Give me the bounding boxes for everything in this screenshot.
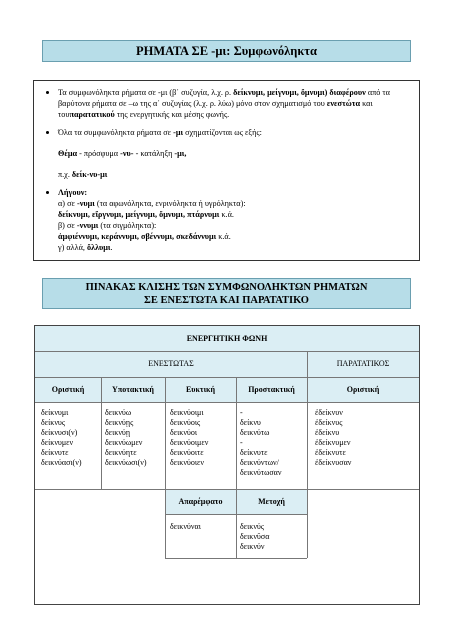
- form: δεικνύοιτε: [170, 448, 204, 457]
- divider: [35, 351, 419, 352]
- text: π.χ.: [58, 170, 70, 179]
- form: δεικνύασι(ν): [41, 458, 82, 467]
- form: δείκνυ: [240, 418, 261, 427]
- text-bold: -μι: [173, 128, 184, 137]
- text-bold: Λήγουν:: [58, 188, 88, 197]
- form: δεικνύητε: [105, 448, 137, 457]
- form: ἐδείκνυ: [315, 428, 340, 437]
- intro-list: [42, 87, 411, 253]
- divider: [35, 489, 165, 490]
- form: ἐδείκνυτε: [315, 448, 346, 457]
- col-header-imperfect-indicative: Οριστική: [307, 377, 419, 402]
- col-header-indicative: Οριστική: [35, 377, 101, 402]
- form: δεικνύτω: [240, 428, 270, 437]
- divider: [35, 402, 419, 403]
- form: -: [240, 408, 243, 417]
- text-bold: -μι,: [174, 149, 187, 158]
- text-bold: Θέμα: [58, 149, 78, 158]
- text: (τα σιγμόληκτα):: [100, 221, 157, 230]
- optative-forms: [170, 408, 208, 468]
- intro-bullet-2: [58, 127, 411, 180]
- text: - κατάληξη: [135, 149, 173, 158]
- page-title: ΡΗΜΑΤΑ ΣΕ -μι: Συμφωνόληκτα: [42, 40, 411, 62]
- imperfect-forms: [315, 408, 351, 468]
- intro-bullet-3: [58, 187, 411, 253]
- col-header-imperative: Προστακτική: [236, 377, 307, 402]
- text-bold: -νυμι: [76, 199, 95, 208]
- form: δείκνυτε: [240, 448, 268, 457]
- form: δείκνυτε: [41, 448, 69, 457]
- form: δείκνυς: [41, 418, 66, 427]
- form: δεικνύωσι(ν): [105, 458, 147, 467]
- text-bold: παρατατικού: [69, 110, 115, 119]
- form: δεικνύω: [105, 408, 132, 417]
- present-header: ΕΝΕΣΤΩΤΑΣ: [35, 351, 307, 377]
- text: β) σε: [58, 221, 75, 230]
- text-bold: ἀμφιέννυμι, κεράννυμι, σβέννυμι, σκεδάννυμι: [58, 232, 217, 241]
- form: δεικνύντων/: [240, 458, 279, 467]
- text: κ.ά.: [221, 210, 234, 219]
- form: δεικνύοι: [170, 428, 198, 437]
- text: Όλα τα συμφωνόληκτα ρήματα σε: [58, 128, 172, 137]
- divider: [307, 489, 419, 490]
- text-bold: ενεστώτα: [326, 99, 361, 108]
- table-title-line-1: ΠΙΝΑΚΑΣ ΚΛΙΣΗΣ ΤΩΝ ΣΥΜΦΩΝΟΛΗΚΤΩΝ ΡΗΜΑΤΩΝ: [85, 282, 368, 293]
- text: σχηματίζονται ως εξής:: [185, 128, 262, 137]
- text-bold: -ννυμι: [76, 221, 99, 230]
- text: και του: [58, 99, 373, 119]
- divider: [236, 377, 237, 558]
- table-title: [42, 278, 411, 309]
- intro-box: [33, 80, 420, 261]
- text-bold: ὄμνυμι) διαφέρουν: [300, 88, 366, 97]
- text-bold: δείκνυμι, εἴργνυμι, μείγνυμι, ὄμνυμι, πτάρνυμι: [58, 210, 220, 219]
- text: Τα συμφωνόληκτα ρήματα σε -μι (β΄ συζυγία, λ.χ. ρ.: [58, 88, 232, 97]
- text: (τα αφωνόληκτα, ενρινόληκτα ή υγρόληκτα):: [96, 199, 246, 208]
- text: από τα βαρύτονα ρήματα σε –ω της α΄ συζυγίας (λ.χ. ρ. λύω) μόνο στον σχηματισμό του: [58, 88, 390, 108]
- form: δείκνυμεν: [41, 438, 74, 447]
- form: δεικνύν: [240, 542, 265, 551]
- divider: [307, 489, 308, 558]
- text: .: [110, 243, 113, 252]
- form: ἐδείκνυσαν: [315, 458, 352, 467]
- text: - πρόσφυμα: [79, 149, 119, 158]
- form: δεικνύοις: [170, 418, 201, 427]
- indicative-forms: [41, 408, 82, 468]
- divider: [165, 558, 307, 559]
- form: δεικνῦσα: [240, 532, 270, 541]
- conjugation-table: [34, 325, 420, 605]
- form: δεικνύοιμεν: [170, 438, 209, 447]
- form: δεικνύῃς: [105, 418, 134, 427]
- col-header-subjunctive: Υποτακτική: [101, 377, 165, 402]
- intro-bullet-1: [58, 87, 411, 120]
- voice-header: ΕΝΕΡΓΗΤΙΚΗ ΦΩΝΗ: [35, 326, 419, 351]
- form: δεικνύς: [240, 522, 265, 531]
- text: α) σε: [58, 199, 75, 208]
- form: δεικνύωμεν: [105, 438, 143, 447]
- example-line: [58, 169, 411, 180]
- divider: [101, 377, 102, 489]
- form: ἐδείκνυς: [315, 418, 343, 427]
- divider: [307, 351, 308, 489]
- infinitive-header: Απαρέμφατο: [165, 489, 236, 514]
- text: κ.ά.: [218, 232, 231, 241]
- form: -: [240, 438, 243, 447]
- form: ἐδείκνυν: [315, 408, 343, 417]
- form: δείκνυσι(ν): [41, 428, 78, 437]
- text-bold: δείκνυμι, μείγνυμι,: [233, 88, 299, 97]
- theme-line: [58, 148, 411, 159]
- form: δεικνύοιμι: [170, 408, 204, 417]
- form: δεικνύναι: [170, 522, 201, 531]
- imperative-forms: [240, 408, 282, 478]
- form: δεικνύοιεν: [170, 458, 205, 467]
- text-bold: ὄλλυμι: [87, 243, 111, 252]
- form: δεικνύῃ: [105, 428, 131, 437]
- col-header-optative: Ευκτική: [165, 377, 236, 402]
- participle-header: Μετοχή: [236, 489, 307, 514]
- form: ἐδείκνυμεν: [315, 438, 351, 447]
- form: δείκνυμι: [41, 408, 69, 417]
- divider: [35, 377, 419, 378]
- infinitive-form: [170, 522, 201, 532]
- text-bold: δείκ-νυ-μι: [71, 170, 108, 179]
- divider: [165, 377, 166, 558]
- form: δεικνύτωσαν: [240, 468, 282, 477]
- imperfect-header: ΠΑΡΑΤΑΤΙΚΟΣ: [307, 351, 419, 377]
- subjunctive-forms: [105, 408, 147, 468]
- text-bold: -νυ-: [120, 149, 134, 158]
- text: της ενεργητικής και μέσης φωνής.: [116, 110, 230, 119]
- text: γ) αλλά,: [58, 243, 85, 252]
- participle-forms: [240, 522, 269, 552]
- table-title-line-2: ΣΕ ΕΝΕΣΤΩΤΑ ΚΑΙ ΠΑΡΑΤΑΤΙΚΟ: [144, 295, 309, 306]
